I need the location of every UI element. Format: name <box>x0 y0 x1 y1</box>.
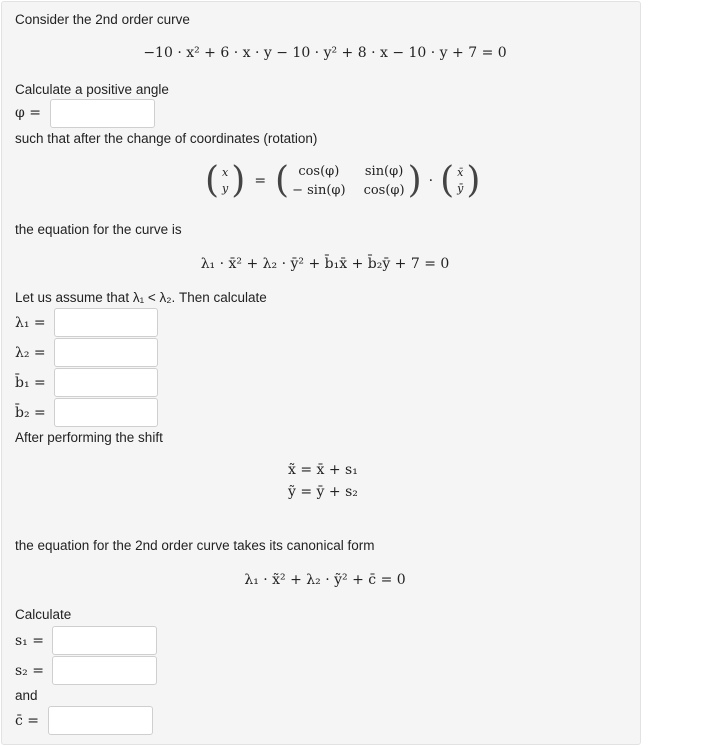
lhs-y: y <box>222 182 229 195</box>
matrix-cos-1: cos(φ) <box>298 164 340 179</box>
b2-label: b̄₂ = <box>15 405 46 421</box>
b2-input[interactable] <box>54 398 158 427</box>
rhs-ybar: ȳ <box>457 182 464 195</box>
b1-label: b̄₁ = <box>15 375 46 391</box>
shift-equation-1: x̃ = x̄ + s₁ <box>288 462 358 478</box>
cbar-input[interactable] <box>48 706 153 735</box>
angle-prompt: Calculate a positive angle <box>15 82 169 97</box>
b1-input[interactable] <box>54 368 158 397</box>
matrix-neg-sin: − sin(φ) <box>292 183 346 198</box>
s1-label: s₁ = <box>15 633 44 649</box>
shift-prompt: After performing the shift <box>15 430 163 445</box>
rotation-prompt: such that after the change of coordinates (rotation) <box>15 131 318 146</box>
rotated-equation: λ₁ · x̄² + λ₂ · ȳ² + b̄₁x̄ + b̄₂ȳ + 7 = 0 <box>200 256 450 272</box>
rhs-xbar: x̄ <box>457 166 464 179</box>
intro-text: Consider the 2nd order curve <box>15 12 190 27</box>
matrix-cos-2: cos(φ) <box>363 183 405 198</box>
s1-input[interactable] <box>52 626 157 655</box>
assume-text: Let us assume that λ₁ < λ₂. Then calculate <box>15 290 267 305</box>
curve-equation: −10 · x² + 6 · x · y − 10 · y² + 8 · x − 10 · y + 7 = 0 <box>143 45 507 61</box>
s2-label: s₂ = <box>15 663 44 679</box>
equation-prompt: the equation for the curve is <box>15 222 182 237</box>
and-text: and <box>15 688 38 703</box>
canonical-prompt: the equation for the 2nd order curve takes its canonical form <box>15 538 375 553</box>
lhs-x: x <box>222 166 229 179</box>
lambda1-label: λ₁ = <box>15 315 46 331</box>
phi-label: φ = <box>15 105 41 121</box>
rotation-equation: ( x y ) = ( cos(φ) sin(φ) − sin(φ) cos(φ) ) · ( x̄ ȳ ) <box>205 160 481 201</box>
shift-equation-2: ỹ = ȳ + s₂ <box>288 484 358 500</box>
s2-input[interactable] <box>52 656 157 685</box>
lambda2-label: λ₂ = <box>15 345 46 361</box>
cbar-label: c̄ = <box>15 713 40 729</box>
phi-input[interactable] <box>50 99 155 128</box>
lambda2-input[interactable] <box>54 338 158 367</box>
canonical-equation: λ₁ · x̃² + λ₂ · ỹ² + c̄ = 0 <box>244 572 406 588</box>
calculate-text: Calculate <box>15 607 72 622</box>
lambda1-input[interactable] <box>54 308 158 337</box>
matrix-sin-1: sin(φ) <box>364 164 404 179</box>
